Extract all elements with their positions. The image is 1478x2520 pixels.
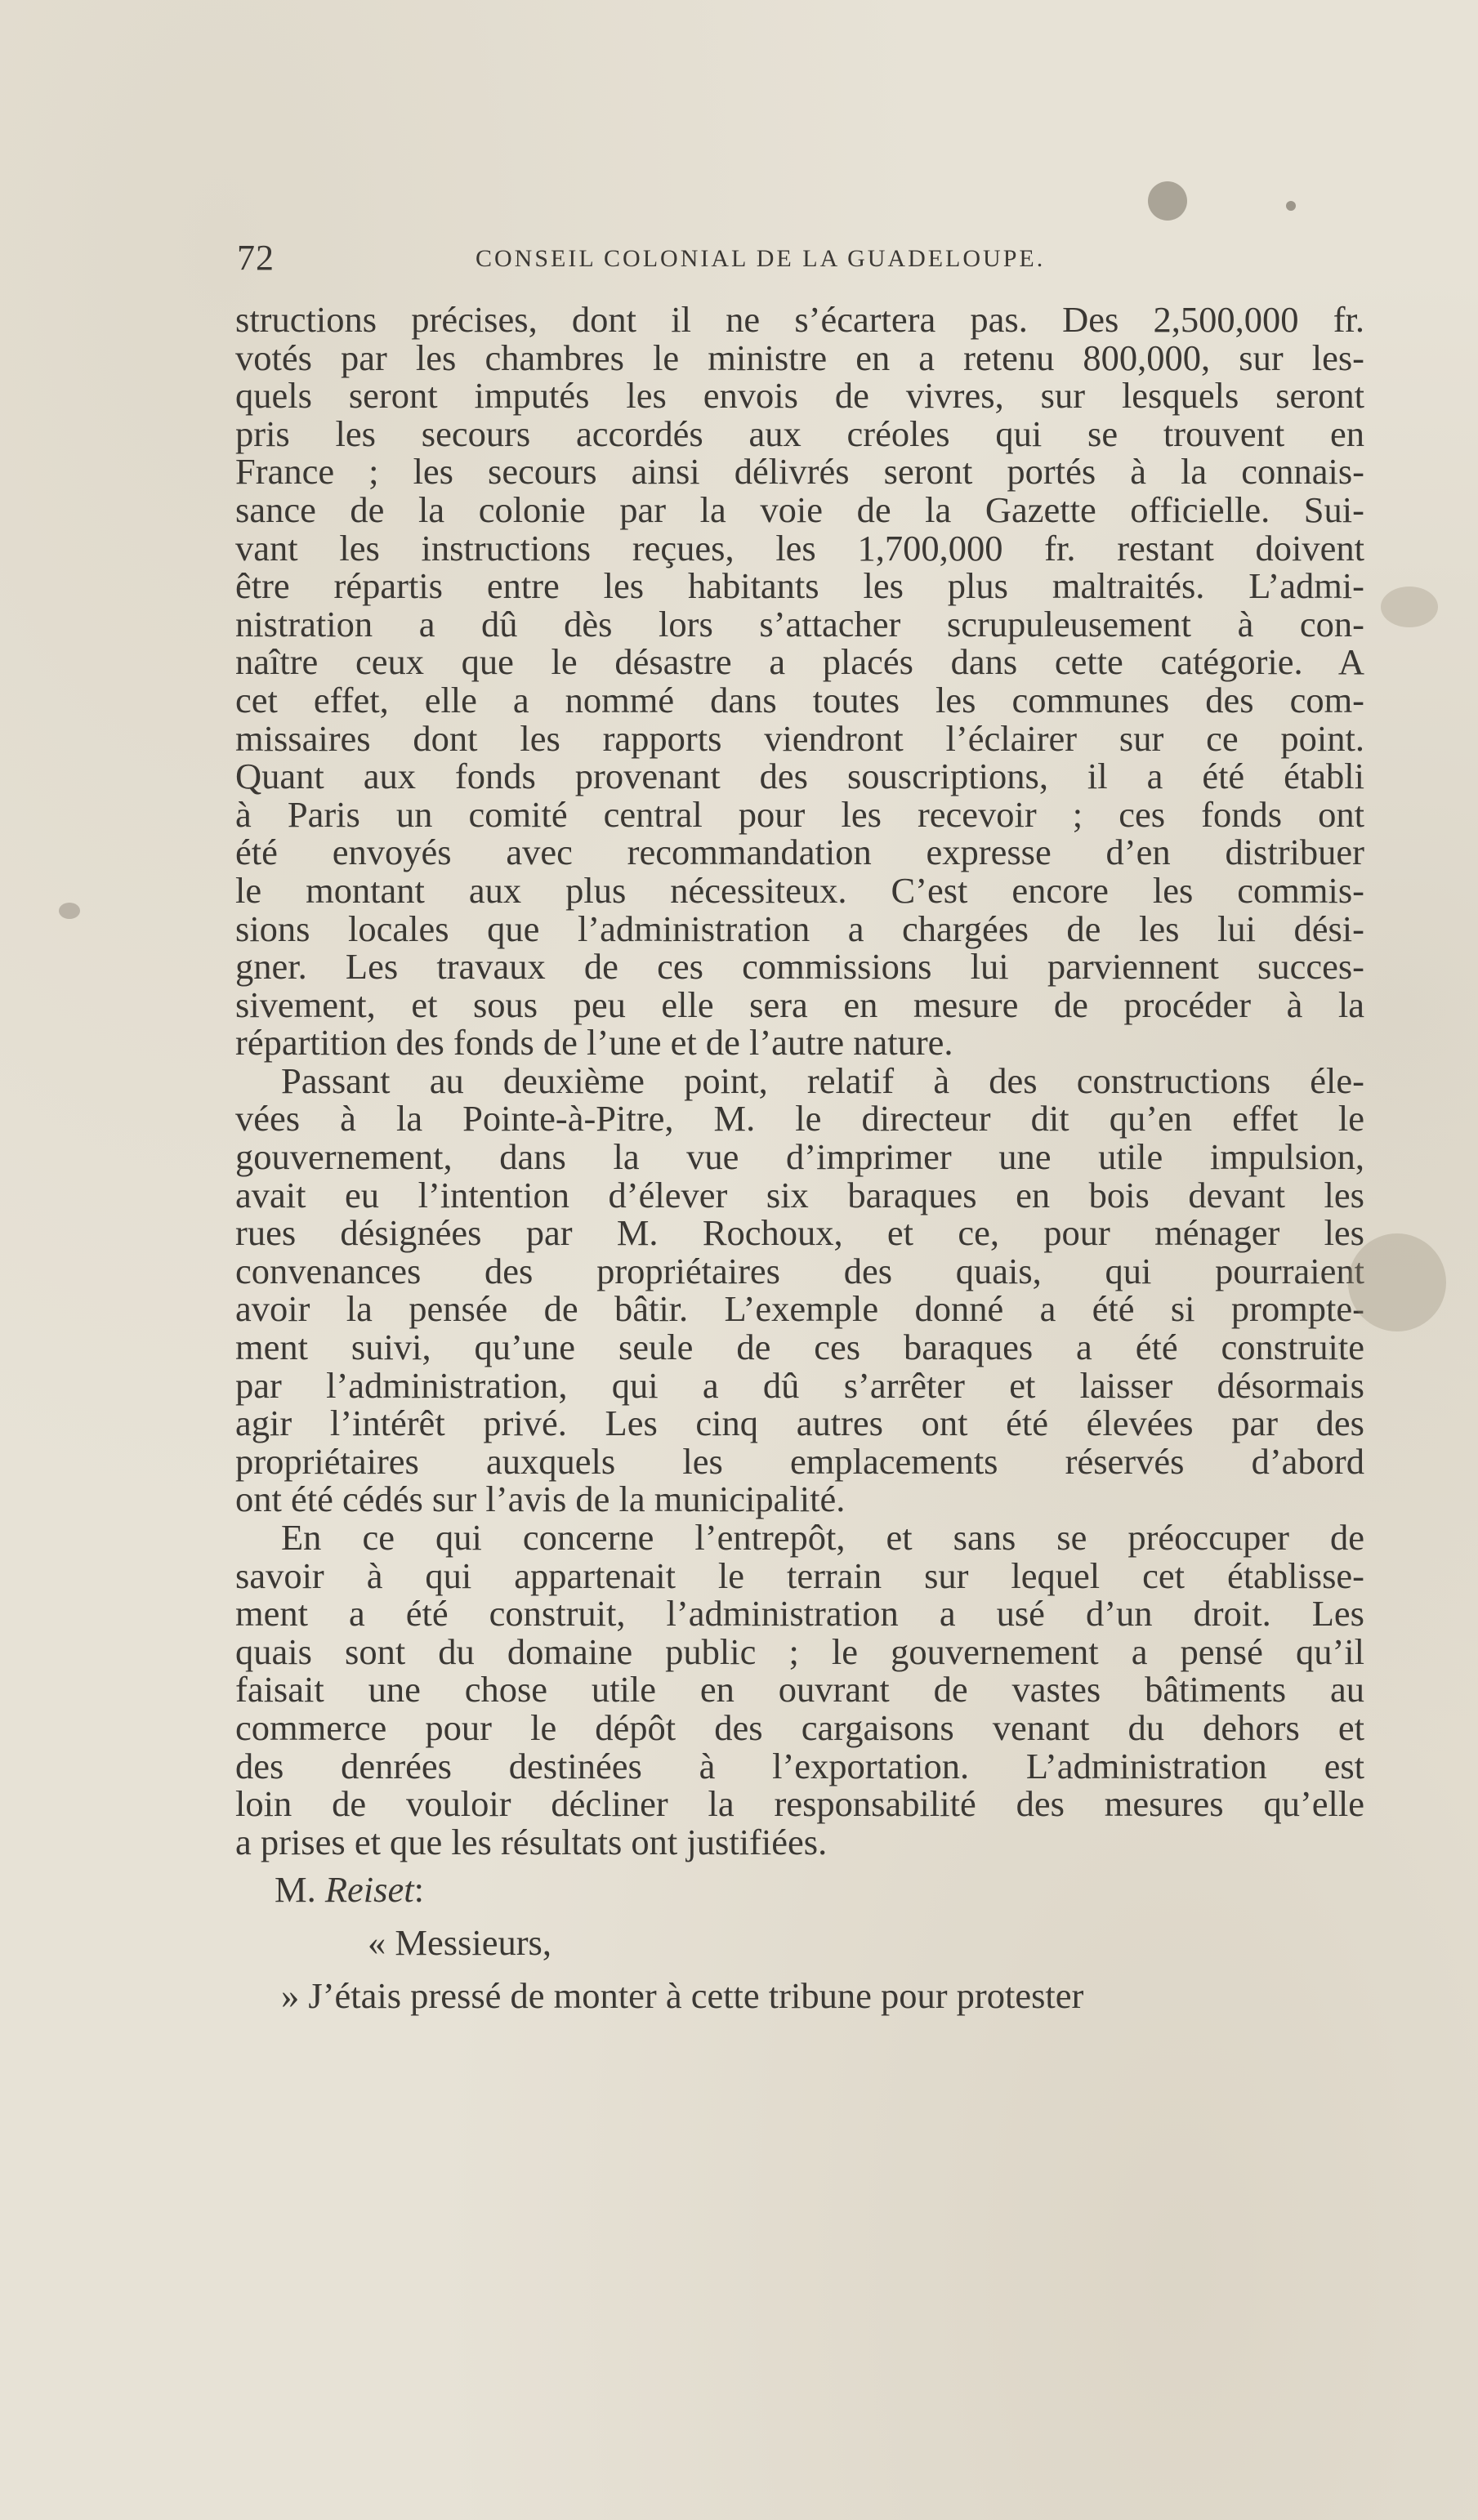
text-line: faisait une chose utile en ouvrant de vastes bâtiments au	[235, 1669, 1364, 1710]
text-line: quais sont du domaine public ; le gouvernement a pensé qu’il	[235, 1630, 1364, 1672]
text-line: vant les instructions reçues, les 1,700,000 fr. restant doivent	[235, 527, 1364, 569]
text-line: des denrées destinées à l’exportation. L’administration est	[235, 1745, 1364, 1786]
text-line: sivement, et sous peu elle sera en mesure de procéder à la	[235, 983, 1364, 1025]
ink-stain	[59, 903, 80, 919]
text-line: à Paris un comité central pour les recevoir ; ces fonds ont	[235, 793, 1364, 835]
speaker-prefix: M.	[275, 1869, 316, 1911]
page-number: 72	[237, 238, 275, 278]
text-line: gner. Les travaux de ces commissions lui parviennent succes-	[235, 946, 1364, 988]
text-line: agir l’intérêt privé. Les cinq autres ont été élevées par des	[235, 1403, 1364, 1444]
text-line: sance de la colonie par la voie de la Gazette officielle. Sui-	[235, 488, 1364, 530]
text-line: rues désignées par M. Rochoux, et ce, pour ménager les	[235, 1212, 1364, 1254]
text-line: nistration a dû dès lors s’attacher scrupuleusement à con-	[235, 603, 1364, 644]
text-line: propriétaires auxquels les emplacements réservés d’abord	[235, 1440, 1364, 1482]
running-title: CONSEIL COLONIAL DE LA GUADELOUPE.	[476, 245, 1046, 272]
speaker-line	[235, 1871, 1364, 1909]
body-text	[235, 301, 1364, 2014]
ink-stain	[1348, 1233, 1446, 1331]
text-line: convenances des propriétaires des quais, qui pourraient	[235, 1250, 1364, 1291]
text-line: ont été cédés sur l’avis de la municipalité.	[235, 1479, 846, 1520]
text-line: loin de vouloir décliner la responsabilité des mesures qu’elle	[235, 1783, 1364, 1825]
text-line: ment suivi, qu’une seule de ces baraques a été construite	[235, 1327, 1364, 1368]
ink-stain	[1286, 201, 1296, 211]
text-line: vées à la Pointe-à-Pitre, M. le directeur dit qu’en effet le	[235, 1098, 1364, 1140]
text-line: naître ceux que le désastre a placés dans cette catégorie. A	[235, 641, 1364, 683]
text-line: répartition des fonds de l’une et de l’autre nature.	[235, 1022, 953, 1064]
paragraph-1	[235, 301, 1364, 1062]
text-line: être répartis entre les habitants les plus maltraités. L’admi-	[235, 565, 1364, 607]
text-line: cet effet, elle a nommé dans toutes les communes des com-	[235, 679, 1364, 720]
text-line: commerce pour le dépôt des cargaisons venant du dehors et	[235, 1706, 1364, 1748]
text-line: a prises et que les résultats ont justifiées.	[235, 1821, 828, 1862]
text-line: ment a été construit, l’administration a usé d’un droit. Les	[235, 1593, 1364, 1635]
text-line: structions précises, dont il ne s’écartera pas. Des 2,500,000 fr.	[235, 299, 1364, 340]
text-line: Passant au deuxième point, relatif à des constructions éle-	[281, 1059, 1364, 1101]
text-line: quels seront imputés les envois de vivres, sur lesquels seront	[235, 375, 1364, 417]
text-line: Quant aux fonds provenant des souscriptions, il a été établi	[235, 756, 1364, 797]
text-line: été envoyés avec recommandation expresse d’en distribuer	[235, 832, 1364, 873]
closing-line: » J’étais pressé de monter à cette tribune pour protester	[281, 1974, 1084, 2016]
text-line: savoir à qui appartenait le terrain sur lequel cet établisse-	[235, 1554, 1364, 1596]
text-line: France ; les secours ainsi délivrés seront portés à la connais-	[235, 451, 1364, 493]
ink-stain	[1148, 181, 1187, 221]
text-line: le montant aux plus nécessiteux. C’est encore les commis-	[235, 869, 1364, 911]
text-line: sions locales que l’administration a chargées de les lui dési-	[235, 908, 1364, 949]
text-line: avait eu l’intention d’élever six baraques en bois devant les	[235, 1174, 1364, 1215]
ink-stain	[1381, 587, 1438, 627]
paragraph-2	[235, 1059, 1364, 1520]
text-line: missaires dont les rapports viendront l’éclairer sur ce point.	[235, 717, 1364, 759]
text-line: par l’administration, qui a dû s’arrêter et laisser désormais	[235, 1364, 1364, 1406]
text-line: avoir la pensée de bâtir. L’exemple donné a été si prompte-	[235, 1288, 1364, 1330]
paragraph-3	[235, 1519, 1364, 1861]
page-header	[237, 237, 1364, 286]
text-line: gouvernement, dans la vue d’imprimer une utile impulsion,	[235, 1136, 1364, 1178]
speaker-name: Reiset	[324, 1869, 414, 1911]
text-line: pris les secours accordés aux créoles qui se trouvent en	[235, 413, 1364, 454]
speaker-colon: :	[413, 1869, 424, 1911]
salutation: « Messieurs,	[368, 1921, 551, 1963]
text-line: votés par les chambres le ministre en a retenu 800,000, sur les-	[235, 337, 1364, 378]
text-line: En ce qui concerne l’entrepôt, et sans se préoccuper de	[281, 1517, 1364, 1558]
